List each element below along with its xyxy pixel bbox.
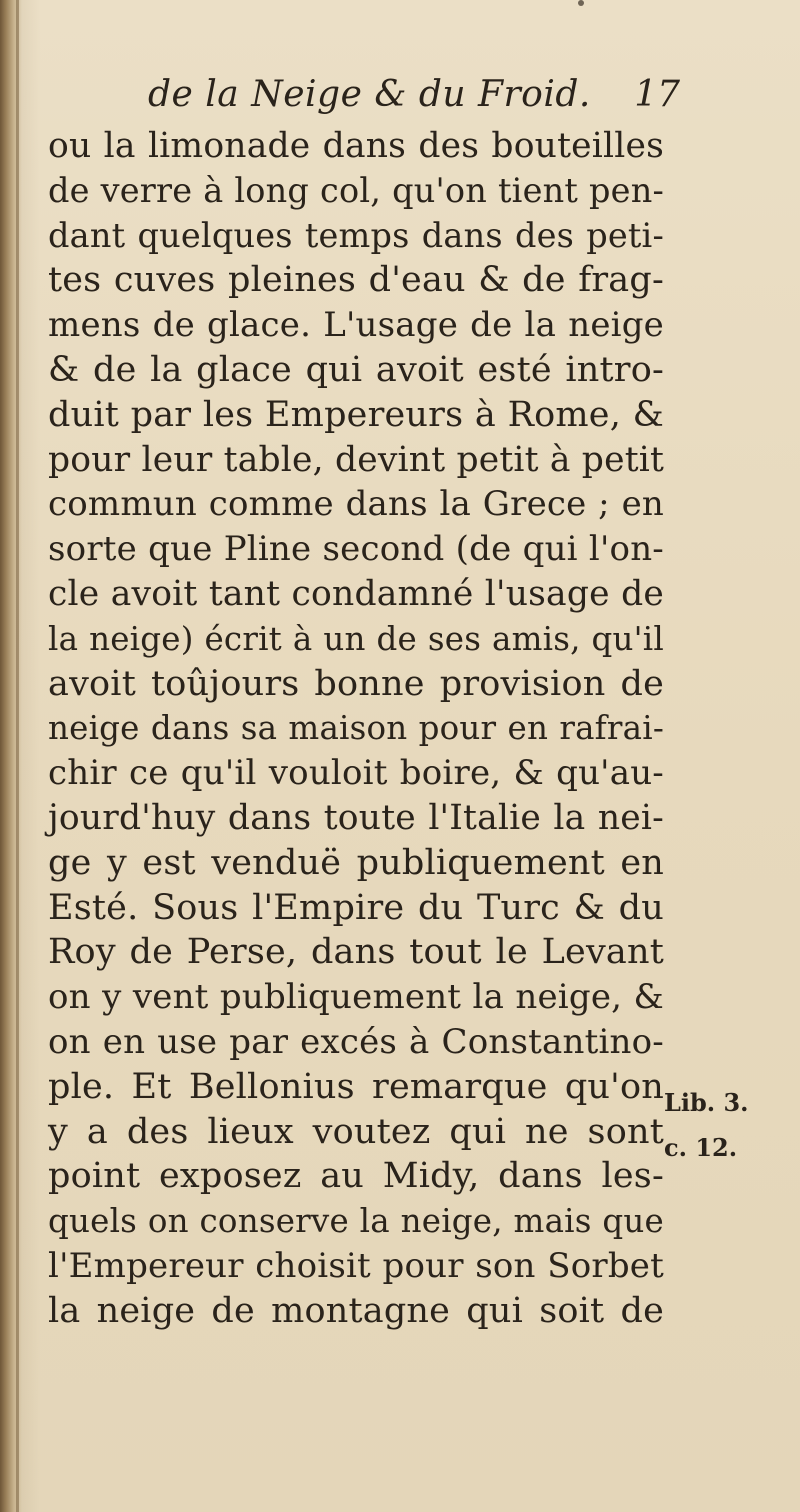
text-line: dant quelques temps dans des peti- bbox=[48, 215, 664, 255]
text-line: point exposez au Midy, dans les- bbox=[48, 1156, 664, 1197]
text-line: neige dans sa maison pour en rafrai- bbox=[48, 709, 664, 748]
text-line: ple. Et Bellonius remarque qu'on bbox=[48, 1066, 664, 1107]
running-title: de la Neige & du Froid. bbox=[148, 74, 591, 115]
text-line: Esté. Sous l'Empire du Turc & du bbox=[48, 887, 664, 928]
text-line: tes cuves pleines d'eau & de frag- bbox=[48, 260, 664, 301]
text-line: jourd'huy dans toute l'Italie la nei- bbox=[48, 797, 664, 838]
binding-edge bbox=[16, 0, 19, 1512]
ink-speck bbox=[578, 0, 584, 6]
text-line: ou la limonade dans des bouteilles bbox=[48, 126, 664, 166]
text-line: on en use par excés à Constantino- bbox=[48, 1021, 664, 1062]
text-line: quels on conserve la neige, mais que bbox=[48, 1202, 664, 1241]
text-line: commun comme dans la Grece ; en bbox=[48, 484, 664, 525]
text-line: duit par les Empereurs à Rome, & bbox=[48, 394, 664, 435]
text-line: avoit toûjours bonne provision de bbox=[48, 663, 664, 704]
text-line: & de la glace qui avoit esté intro- bbox=[48, 349, 664, 390]
page-header bbox=[40, 70, 680, 124]
margin-note-chapter: c. 12. bbox=[664, 1132, 738, 1162]
margin-note-book: Lib. 3. bbox=[664, 1088, 749, 1117]
text-line: la neige) écrit à un de ses amis, qu'il bbox=[48, 619, 664, 658]
page-number: 17 bbox=[634, 74, 680, 115]
text-line: mens de glace. L'usage de la neige bbox=[48, 305, 664, 346]
margin-notes bbox=[664, 1081, 794, 1171]
text-line: la neige de montagne qui soit de bbox=[48, 1290, 664, 1331]
body-text bbox=[48, 124, 664, 1334]
text-line: y a des lieux voutez qui ne sont bbox=[48, 1111, 664, 1152]
text-line: de verre à long col, qu'on tient pen- bbox=[48, 170, 664, 210]
text-line: ge y est venduë publiquement en bbox=[48, 842, 664, 883]
text-line: Roy de Perse, dans tout le Levant bbox=[48, 932, 664, 973]
text-line: pour leur table, devint petit à petit bbox=[48, 439, 665, 480]
text-line: sorte que Pline second (de qui l'on- bbox=[48, 529, 664, 570]
text-line: on y vent publiquement la neige, & bbox=[48, 977, 664, 1018]
text-line: l'Empereur choisit pour son Sorbet bbox=[48, 1245, 664, 1286]
text-line: cle avoit tant condamné l'usage de bbox=[48, 573, 664, 614]
text-line: chir ce qu'il vouloit boire, & qu'au- bbox=[48, 753, 664, 794]
